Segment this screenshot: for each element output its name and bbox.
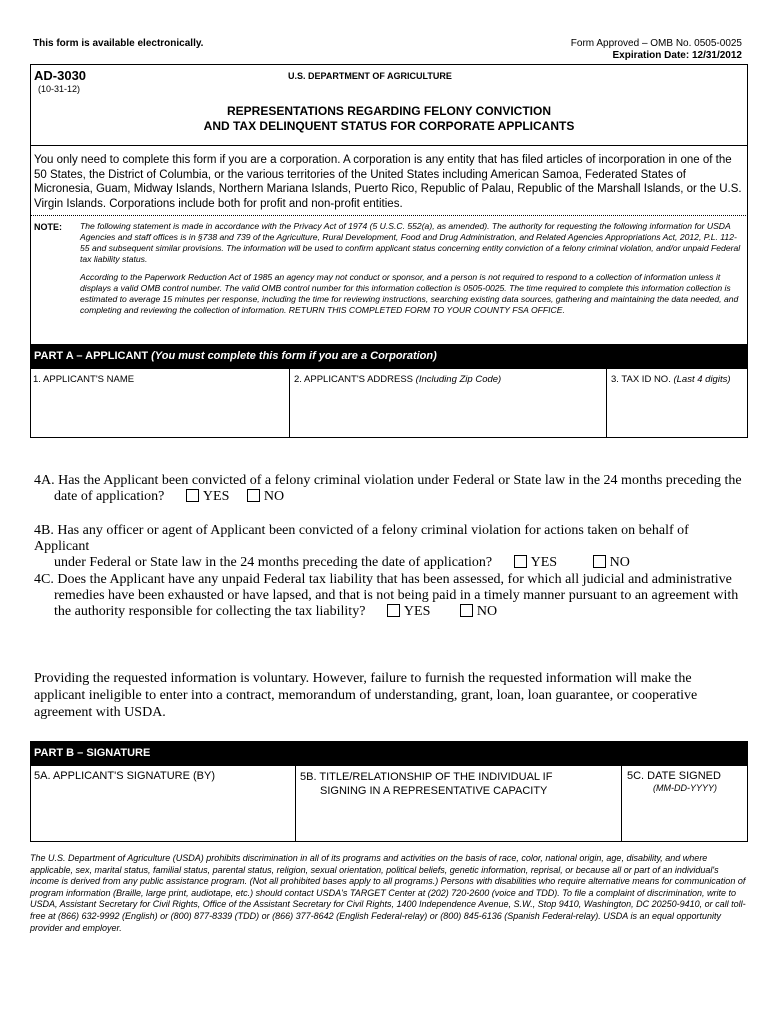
electronic-notice: This form is available electronically. bbox=[33, 38, 204, 49]
question-4c-line-1: 4C. Does the Applicant have any unpaid Federal tax liability that has been assessed, for which all judicial and administrative bbox=[34, 572, 732, 587]
question-4c-text: the authority responsible for collecting the tax liability? bbox=[54, 604, 366, 619]
title-relationship-field[interactable] bbox=[295, 766, 621, 841]
title-relationship-label-line-2: SIGNING IN A REPRESENTATIVE CAPACITY bbox=[320, 785, 548, 797]
question-4a-line-2 bbox=[34, 489, 746, 505]
q4b-yes-checkbox[interactable] bbox=[514, 555, 527, 568]
question-4b bbox=[34, 523, 746, 571]
omb-approval: Form Approved – OMB No. 0505-0025 bbox=[570, 38, 742, 49]
applicant-address-label bbox=[290, 369, 606, 385]
omb-approval-block bbox=[571, 38, 742, 62]
tax-id-label-text: 3. TAX ID NO. bbox=[611, 374, 671, 385]
tax-id-field[interactable] bbox=[606, 369, 747, 437]
q4c-no-label: NO bbox=[476, 604, 498, 619]
part-a-header bbox=[30, 344, 748, 369]
q4a-no-label: NO bbox=[263, 489, 285, 504]
applicant-address-label-text: 2. APPLICANT'S ADDRESS bbox=[294, 374, 414, 385]
agency-name: U.S. DEPARTMENT OF AGRICULTURE bbox=[288, 71, 452, 81]
applicant-name-field[interactable] bbox=[31, 369, 289, 437]
paperwork-reduction-statement: According to the Paperwork Reduction Act of 1985 an agency may not conduct or sponsor, and a person is not required to respond to a collection of information unless it displays a valid OMB control number. The valid OMB control number for this information collection is 0505-0025. The time required to complete this information collection is estimated to average 15 minutes per response, including the time for reviewing instructions, searching existing data sources, gathering and maintaining the data needed, and completing and reviewing the collection of information. RETURN THIS COMPLETED FORM TO YOUR COUNTY FSA OFFICE. bbox=[80, 272, 739, 315]
q4c-no-checkbox[interactable] bbox=[460, 604, 473, 617]
question-4a-line-1: 4A. Has the Applicant been convicted of a felony criminal violation under Federal or State law in the 24 months preceding the bbox=[34, 473, 742, 488]
note-label: NOTE: bbox=[34, 222, 62, 232]
date-signed-hint: (MM-DD-YYYY) bbox=[653, 783, 717, 793]
tax-id-hint: (Last 4 digits) bbox=[673, 374, 731, 385]
part-a-title: PART A – APPLICANT bbox=[34, 350, 149, 362]
form-title-line-2: AND TAX DELINQUENT STATUS FOR CORPORATE APPLICANTS bbox=[203, 119, 575, 133]
question-4c-line-3 bbox=[34, 604, 746, 620]
question-4a bbox=[34, 473, 746, 505]
q4c-yes-label: YES bbox=[403, 604, 431, 619]
title-relationship-label-line-1: 5B. TITLE/RELATIONSHIP OF THE INDIVIDUAL IF bbox=[300, 771, 553, 783]
privacy-act-statement: The following statement is made in accordance with the Privacy Act of 1974 (5 U.S.C. 552(a), as amended). The authority for requesting the following information for USDA Agencies and staff offices is in §738 and 739 of the Agriculture, Rural Development, Food and Drug Administration, and Related Agencies Appropriations Act, 2012, P.L. 112-55 and subsequent similar provisions. The information will be used to confirm applicant status concerning entity conviction of a felony criminal violation, and/or unpaid Federal tax liability status. bbox=[80, 221, 741, 264]
nondiscrimination-statement: The U.S. Department of Agriculture (USDA) prohibits discrimination in all of its programs and activities on the basis of race, color, national origin, age, disability, and where applicable, sex, marital status, familial status, parental status, religion, sexual orientation, political beliefs, genetic information, reprisal, or because all or part of an individual's income is derived from any public assistance program. (Not all prohibited bases apply to all programs.) Persons with disabilities who require alternative means for communication of program information (Braille, large print, audiotape, etc.) should contact USDA's TARGET Center at (202) 720-2600 (voice and TDD). To file a complaint of discrimination, write to USDA, Assistant Secretary for Civil Rights, Office of the Assistant Secretary for Civil Rights, 1400 Independence Avenue, S.W., Stop 9410, Washington, DC 20250-9410, or call toll-free at (866) 632-9992 (English) or (800) 877-8339 (TDD) or (866) 377-8642 (English Federal-relay) or (800) 845-6136 (Spanish Federal-relay). USDA is an equal opportunity provider and employer. bbox=[30, 853, 746, 933]
question-4b-line-1: 4B. Has any officer or agent of Applicant been convicted of a felony criminal violation for actions taken on behalf of Applicant bbox=[34, 523, 689, 554]
applicant-address-field[interactable] bbox=[289, 369, 606, 437]
question-4a-text: date of application? bbox=[54, 489, 165, 504]
part-b-header bbox=[30, 741, 748, 766]
applicant-address-hint: (Including Zip Code) bbox=[415, 374, 502, 385]
intro-paragraph: You only need to complete this form if you are a corporation. A corporation is any entity that has filed articles of incorporation in one of the 50 States, the District of Columbia, or the various territories of the United States including American Samoa, Federated States of Micronesia, Guam, Midway Islands, Northern Mariana Islands, Puerto Rico, Republic of Palau, Republic of the Marshall Islands, or the U.S. Virgin Islands. Corporations include both for profit and non-profit entities. bbox=[34, 154, 742, 210]
question-4b-line-2 bbox=[34, 555, 746, 571]
part-b-title: PART B – SIGNATURE bbox=[34, 747, 151, 759]
expiration-date: Expiration Date: 12/31/2012 bbox=[612, 50, 742, 61]
date-signed-field[interactable] bbox=[621, 766, 747, 841]
applicant-signature-label: 5A. APPLICANT'S SIGNATURE (BY) bbox=[34, 770, 215, 782]
form-title-line-1: REPRESENTATIONS REGARDING FELONY CONVICTION bbox=[226, 104, 552, 118]
form-revision-date: (10-31-12) bbox=[38, 84, 81, 94]
part-a-subtitle: (You must complete this form if you are a Corporation) bbox=[151, 350, 437, 362]
form-number: AD-3030 bbox=[34, 68, 87, 83]
tax-id-label bbox=[607, 369, 747, 385]
title-divider bbox=[30, 145, 748, 146]
question-4c bbox=[34, 572, 746, 620]
q4a-yes-checkbox[interactable] bbox=[186, 489, 199, 502]
question-4c-line-2: remedies have been exhausted or have lapsed, and that is not being paid in a timely manner pursuant to an agreement with bbox=[54, 588, 739, 603]
applicant-name-label: 1. APPLICANT'S NAME bbox=[33, 374, 135, 385]
q4b-yes-label: YES bbox=[530, 555, 558, 570]
applicant-signature-field[interactable] bbox=[31, 766, 295, 841]
voluntary-statement: Providing the requested information is voluntary. However, failure to furnish the requested information will make the applicant ineligible to enter into a contract, memorandum of understanding, grant, loan, loan guarantee, or cooperative agreement with USDA. bbox=[34, 671, 698, 720]
form-title bbox=[30, 104, 748, 134]
q4c-yes-checkbox[interactable] bbox=[387, 604, 400, 617]
q4a-no-checkbox[interactable] bbox=[247, 489, 260, 502]
title-relationship-label bbox=[296, 766, 621, 798]
question-4b-text: under Federal or State law in the 24 months preceding the date of application? bbox=[54, 555, 493, 570]
q4b-no-checkbox[interactable] bbox=[593, 555, 606, 568]
note-body bbox=[80, 221, 742, 316]
q4b-no-label: NO bbox=[609, 555, 630, 570]
note-divider bbox=[30, 215, 748, 216]
date-signed-label: 5C. DATE SIGNED bbox=[627, 770, 721, 782]
q4a-yes-label: YES bbox=[202, 489, 230, 504]
